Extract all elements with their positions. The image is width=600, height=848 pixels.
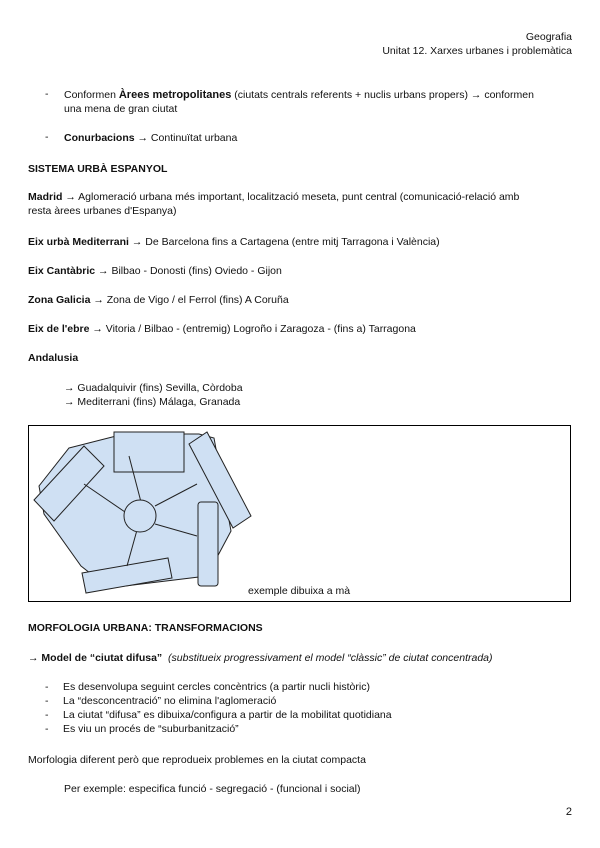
section-title-spanish-urban-system: SISTEMA URBÀ ESPANYOL: [28, 163, 168, 175]
paragraph-morphology: Morfologia diferent però que reprodueix problemes en la ciutat compacta: [28, 754, 366, 766]
andalusia-line-mediterrani: → Mediterrani (fins) Málaga, Granada: [64, 396, 241, 408]
bullet-conurbations: Conurbacions → Continuïtat urbana: [64, 132, 238, 144]
list-item: - La ciutat “difusa” es dibuixa/configura a partir de la mobilitat quotidiana: [45, 709, 392, 721]
paragraph-example: Per exemple: especifica funció - segregació - (funcional i social): [64, 783, 361, 795]
section-title-urban-morphology: MORFOLOGIA URBANA: TRANSFORMACIONS: [28, 622, 263, 634]
list-item: - La “desconcentració” no elimina l'aglomeració: [45, 695, 277, 707]
diagram-block-right: [198, 502, 218, 586]
andalusia-list: [64, 381, 243, 409]
header-unit: Unitat 12. Xarxes urbanes i problemàtica: [382, 45, 572, 57]
bullet-metropolitan: Conformen Àrees metropolitanes (ciutats centrals referents + nuclis urbans propers) → conformen una mena de gran ciutat: [64, 89, 534, 115]
paragraph-axis-cantabric: Eix Cantàbric → Bilbao - Donosti (fins) Oviedo - Gijon: [28, 265, 282, 277]
page-number: 2: [565, 806, 572, 818]
paragraph-zone-galicia: Zona Galicia → Zona de Vigo / el Ferrol (fins) A Coruña: [28, 294, 289, 306]
list-item: - Es viu un procés de “suburbanització”: [45, 723, 239, 735]
page-header: [382, 30, 572, 58]
bullet-dash: -: [45, 88, 49, 100]
paragraph-axis-ebre: Eix de l'ebre → Vitoria / Bilbao - (entremig) Logroño i Zaragoza - (fins a) Tarragona: [28, 323, 416, 335]
bullet-dash: -: [45, 131, 49, 143]
andalusia-line-guadalquivir: → Guadalquivir (fins) Sevilla, Còrdoba: [64, 382, 243, 394]
andalusia-title: Andalusia: [28, 352, 79, 364]
paragraph-diffuse-city-model: → Model de “ciutat difusa” (substitueix progressivament el model “clàssic” de ciutat concentrada): [28, 652, 493, 664]
diagram-center-circle: [124, 500, 156, 532]
paragraph-axis-mediterranean: Eix urbà Mediterrani → De Barcelona fins a Cartagena (entre mitj Tarragona i València): [28, 236, 440, 248]
list-item: - Es desenvolupa seguint cercles concèntrics (a partir nucli històric): [45, 681, 370, 693]
city-diagram: [29, 426, 570, 601]
diagram-caption: exemple dibuixa a mà: [248, 585, 351, 597]
paragraph-madrid: Madrid → Aglomeració urbana més important, localització meseta, punt central (comunicació-relació amb resta àrees urbanes d'Espanya): [28, 191, 520, 217]
bullet-list-diffuse: [45, 680, 392, 736]
header-subject: Geografia: [525, 31, 572, 43]
diagram-block-top-center: [114, 432, 184, 472]
hand-drawn-diagram-box: [28, 425, 571, 602]
